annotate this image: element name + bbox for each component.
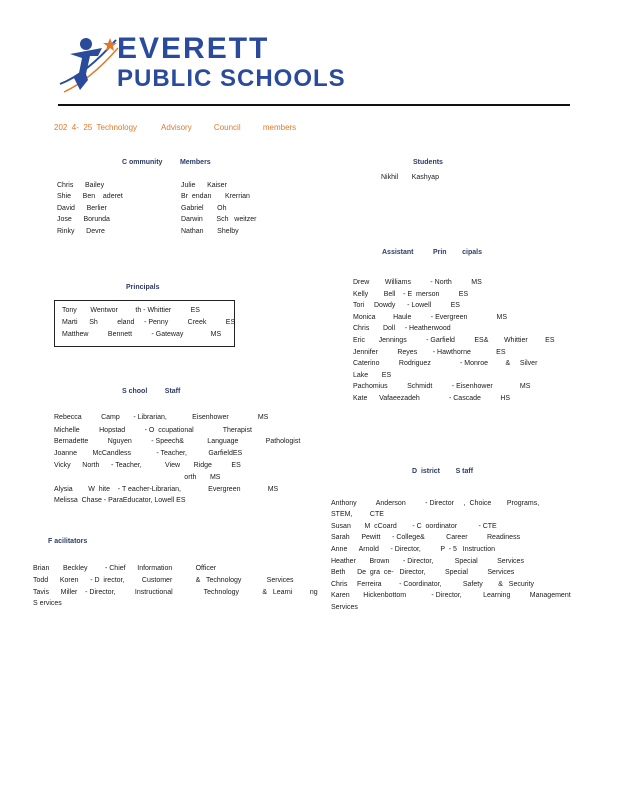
list-item: Gabriel Oh (181, 205, 227, 212)
list-item: Rebecca Camp - Librarian, Eisenhower MS (54, 414, 269, 421)
list-item: Anne Arnold - Director, P - 5 Instruction (331, 546, 496, 553)
header-divider (58, 104, 570, 106)
school-staff-heading: S chool Staff (122, 388, 181, 395)
list-item: Heather Brown - Director, Special Services (331, 558, 524, 565)
list-item: Susan M cCoard - C oordinator - CTE (331, 523, 497, 530)
list-item: Tori Dowdy - Lowell ES (353, 302, 460, 309)
list-item: Vicky North - Teacher, View Ridge ES (54, 462, 241, 469)
list-item: Nathan Shelby (181, 228, 239, 235)
list-item: orth MS (54, 474, 221, 481)
district-staff-heading: D istrict S taff (412, 468, 474, 475)
list-item: Sarah Pewitt - College& Career Readiness (331, 534, 521, 541)
list-item: Todd Koren - D irector, Customer & Technology Services (33, 577, 294, 584)
list-item: Joanne McCandless - Teacher, GarfieldES (54, 450, 243, 457)
list-item: Tony Wentwor th - Whittier ES (62, 307, 200, 314)
assistant-principals-heading: Assistant Prin cipals (382, 249, 482, 256)
list-item: Pachomius Schmidt - Eisenhower MS (353, 383, 531, 390)
list-item: Caterino Rodriguez - Monroe & Silver (353, 360, 538, 367)
list-item: Bernadette Nguyen - Speech& Language Pathologist (54, 438, 301, 445)
list-item: Beth De gra ce- Director, Special Services (331, 569, 515, 576)
list-item: Kelly Bell - E merson ES (353, 291, 469, 298)
list-item: Eric Jennings - Garfield ES& Whittier ES (353, 337, 555, 344)
page-title: 202 4- 25 Technology Advisory Council members (54, 123, 297, 132)
list-item: Kate Vafaeezadeh - Cascade HS (353, 395, 511, 402)
list-item: Darwin Sch weitzer (181, 216, 257, 223)
list-item: Brian Beckley - Chief Information Officer (33, 565, 217, 572)
list-item: Karen Hickenbottom - Director, Learning Management (331, 592, 571, 599)
list-item: Julie Kaiser (181, 182, 227, 189)
list-item: Lake ES (353, 372, 392, 379)
list-item: Jose Borunda (57, 216, 110, 223)
list-item: STEM, CTE (331, 511, 384, 518)
list-item: Nikhil Kashyap (381, 174, 439, 181)
list-item: Chris Doll - Heatherwood (353, 325, 451, 332)
list-item: Br endan Krerrian (181, 193, 250, 200)
list-item: Shie Ben aderet (57, 193, 123, 200)
list-item: Anthony Anderson - Director , Choice Programs, (331, 500, 540, 507)
principals-heading: Principals (126, 284, 160, 291)
list-item: Matthew Bennett - Gateway MS (62, 331, 222, 338)
list-item: Chris Ferreira - Coordinator, Safety & Security (331, 581, 535, 588)
logo-wordmark-public-schools: PUBLIC SCHOOLS (117, 65, 346, 92)
facilitators-heading: F acilitators (48, 538, 88, 545)
students-heading: Students (413, 159, 443, 166)
list-item: Services (331, 604, 358, 611)
list-item: Rinky Devre (57, 228, 105, 235)
list-item: S ervices (33, 600, 62, 607)
logo-wordmark-everett: EVERETT (117, 32, 270, 65)
list-item: Jennifer Reyes - Hawthorne ES (353, 349, 506, 356)
list-item: Michelle Hopstad - O ccupational Therapist (54, 427, 252, 434)
list-item: Marti Sh eland - Penny Creek ES (62, 319, 236, 326)
list-item: David Berlier (57, 205, 107, 212)
logo-figure-icon (56, 34, 120, 96)
list-item: Tavis Miller - Director, Instructional Technology & Learni ng (33, 589, 318, 596)
list-item: Monica Haule - Evergreen MS (353, 314, 508, 321)
list-item: Chris Bailey (57, 182, 105, 189)
list-item: Drew Williams - North MS (353, 279, 482, 286)
list-item: Melissa Chase - ParaEducator, Lowell ES (54, 497, 186, 504)
community-heading: C ommunity Members (122, 159, 211, 166)
list-item: Alysia W hite - T eacher-Librarian, Evergreen MS (54, 486, 279, 493)
